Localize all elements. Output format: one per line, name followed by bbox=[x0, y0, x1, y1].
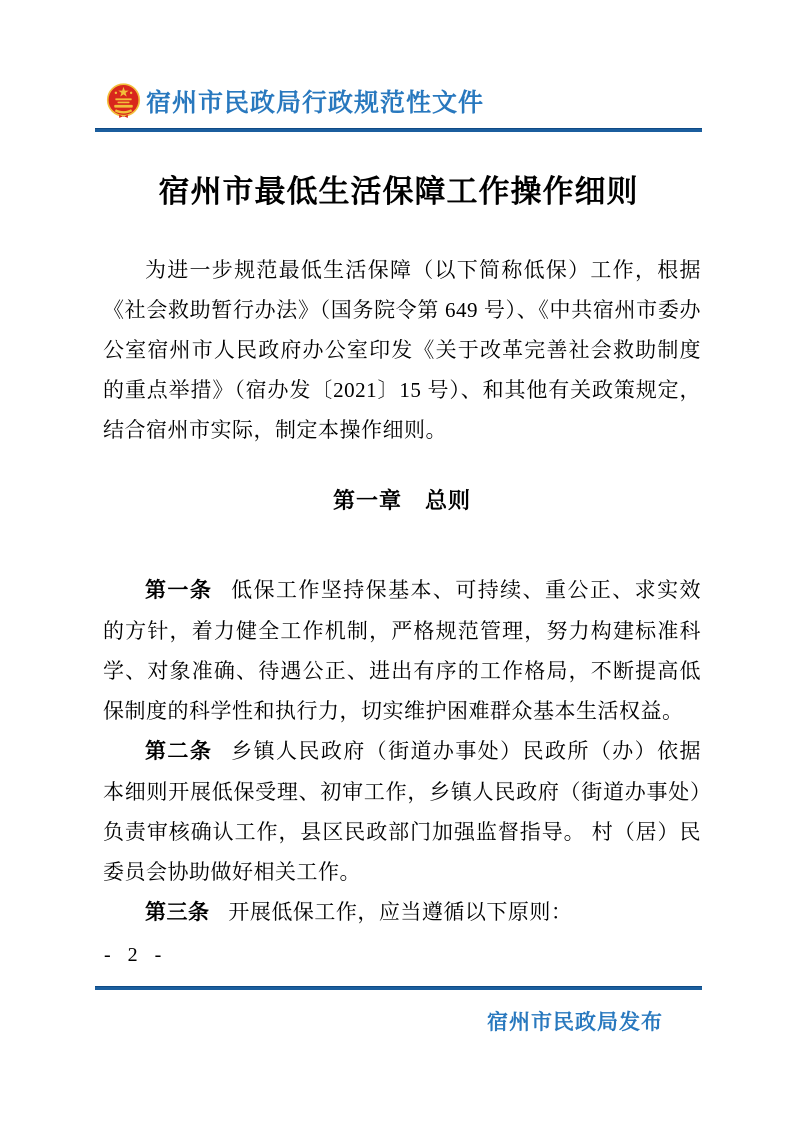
article-label-1: 第一条 bbox=[145, 579, 213, 602]
intro-paragraph: 为进一步规范最低生活保障（以下简称低保）工作，根据《社会救助暂行办法》（国务院令第 649 号）、《中共宿州市委办公室宿州市人民政府办公室印发《关于改革完善社会救助制度的重点举措》（宿办发〔2021〕15 号）、和其他有关政策规定，结合宿州市实际，制定本操作细则。 bbox=[103, 258, 701, 442]
article-text-3: 开展低保工作，应当遵循以下原则： bbox=[228, 900, 573, 924]
article-paragraph-1 bbox=[103, 570, 701, 731]
header-divider bbox=[95, 128, 702, 132]
article-text-1: 低保工作坚持保基本、可持续、重公正、求实效的方针，着力健全工作机制，严格规范管理，努力构建标准科学、对象准确、待遇公正、进出有序的工作格局，不断提高低保制度的科学性和执行力，切实维护困难群众基本生活权益。 bbox=[103, 578, 702, 723]
chapter-heading: 第一章 总则 bbox=[332, 488, 471, 513]
article-text-2: 乡镇人民政府（街道办事处）民政所（办）依据本细则开展低保受理、初审工作，乡镇人民政府（街道办事处）负责审核确认工作，县区民政部门加强监督指导。 村（居）民委员会协助做好相关工作。 bbox=[103, 739, 702, 884]
document-body bbox=[103, 250, 701, 933]
header-title: 宿州市民政局行政规范性文件 bbox=[146, 88, 485, 117]
document-title: 宿州市最低生活保障工作操作细则 bbox=[158, 174, 639, 209]
national-emblem-icon bbox=[106, 82, 141, 119]
article-paragraph-2 bbox=[103, 731, 701, 892]
header bbox=[106, 82, 484, 119]
article-label-2: 第二条 bbox=[145, 740, 213, 763]
article-paragraph-3 bbox=[103, 892, 701, 933]
footer-divider bbox=[95, 986, 702, 990]
article-label-3: 第三条 bbox=[145, 901, 210, 924]
page-number: - 2 - bbox=[104, 944, 168, 966]
publisher-label: 宿州市民政局发布 bbox=[487, 1011, 663, 1034]
